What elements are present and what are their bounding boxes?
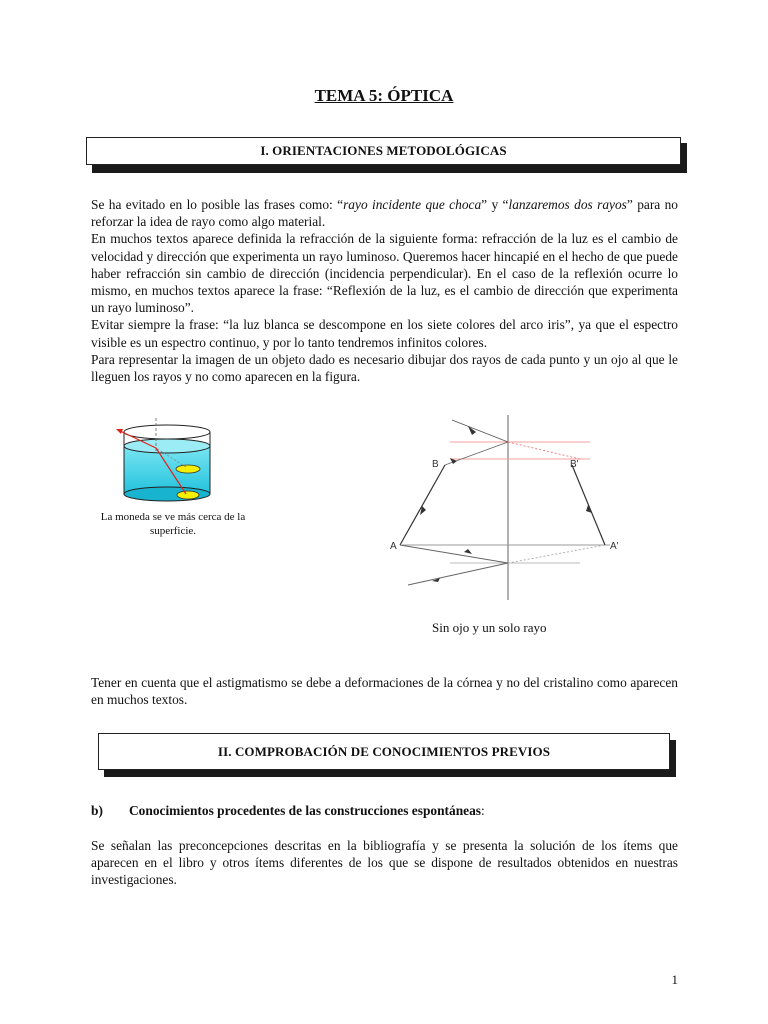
label-b: B [432,459,439,470]
real-coin [177,491,199,499]
upper-incoming-ray [452,420,508,442]
section-2-heading: II. COMPROBACIÓN DE CONOCIMIENTOS PREVIOS [217,743,551,759]
lower-reflected-ray [408,563,508,585]
section-2-box [98,733,676,777]
label-b-prime: B' [570,459,579,470]
subsection-b-label: b) [91,803,103,818]
subsection-b-title: Conocimientos procedentes de las construcciones espontáneas [129,803,481,818]
label-a: A [390,541,397,552]
page-number: 1 [671,972,678,987]
apparent-coin [176,465,200,473]
astigmatism-note: Tener en cuenta que el astigmatismo se debe a deformaciones de la córnea y no del cristalino como aparecen en muchos textos. [91,675,678,708]
ray-diagram-caption: Sin ojo y un solo rayo [432,620,547,635]
paragraph-4: Para representar la imagen de un objeto dado es necesario dibujar dos rayos de cada punto y un ojo al que le lleguen los rayos y no como aparecen en la figura. [91,351,678,385]
coin-beaker-figure [108,418,224,510]
section-1-heading: I. ORIENTACIONES METODOLÓGICAS [260,143,507,158]
subsection-b-heading: b) Conocimientos procedentes de las construcciones espontáneas: [91,803,485,818]
section-1-box [86,137,687,173]
arrowhead-upper [468,426,476,435]
water-surface [124,439,210,453]
ray-arrowhead [116,429,123,434]
ray-diagram-figure [380,415,640,600]
body-text-1 [91,196,678,385]
paragraph-2: En muchos textos aparece definida la refracción de la siguiente forma: refracción de la luz es el cambio de velocidad y dirección que experimenta un rayo luminoso. Queremos hacer hincapié en el hecho de que puede haber refracción sin cambio de dirección (incidencia perpendicular). En el caso de la reflexión ocurre lo mismo, en muchos textos aparece la frase: “Reflexión de la luz, es el cambio de dirección que experimenta un rayo luminoso”. [91,231,678,316]
coin-figure-caption: La moneda se ve más cerca de la superficie. [100,511,246,537]
closing-paragraph: Se señalan las preconcepciones descritas en la bibliografía y se presenta la solución de los ítems que aparecen en el libro y otros ítems diferentes de los que se dispone de resultados obtenidos en nuestras investigaciones. [91,838,678,888]
ray-a-to-b [400,465,445,545]
lower-ray [400,545,508,563]
paragraph-1: Se ha evitado en lo posible las frases como: “rayo incidente que choca” y “lanzaremos dos rayos” para no reforzar la idea de rayo como algo material. [91,197,679,230]
ray-a-prime-to-b-prime [572,465,605,545]
beaker-rim [124,425,210,439]
paragraph-3: Evitar siempre la frase: “la luz blanca se descompone en los siete colores del arco iris”, ya que el espectro visible es un espectro continuo, y por lo tanto tendremos infinitos colores. [91,317,678,350]
page-title: TEMA 5: ÓPTICA [314,86,454,105]
label-a-prime: A' [610,541,619,552]
